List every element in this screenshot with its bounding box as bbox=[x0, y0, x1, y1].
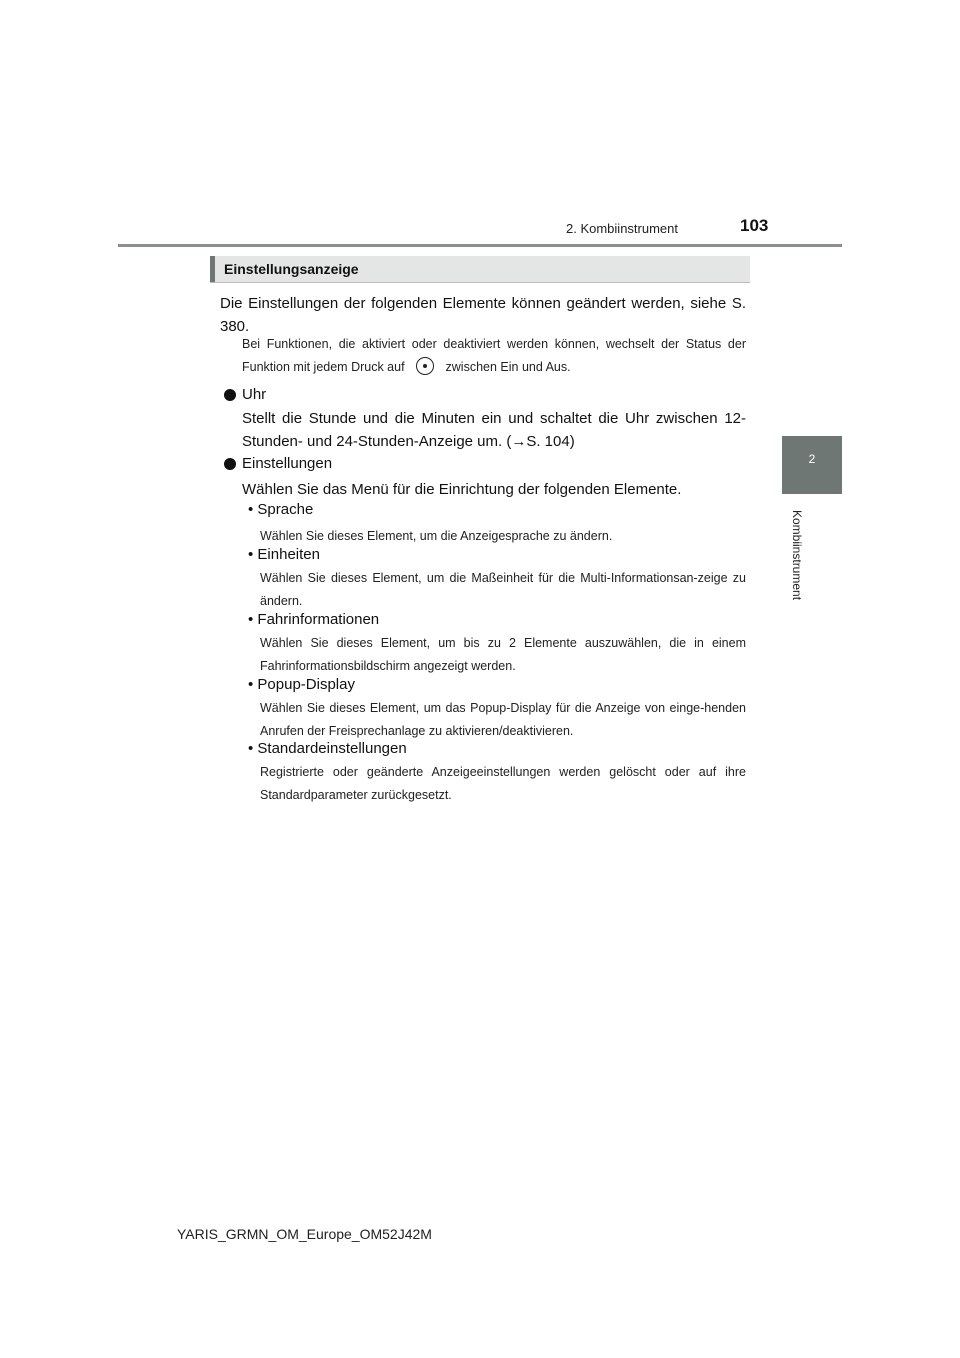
chapter-tab-number: 2 bbox=[808, 452, 816, 466]
section-title: Einstellungsanzeige bbox=[224, 261, 359, 277]
header-section-title: 2. Kombiinstrument bbox=[566, 221, 678, 236]
sub-item-title: • Popup-Display bbox=[248, 676, 355, 693]
sub-item-text: Wählen Sie dieses Element, um die Maßeinheit für die Multi-Informationsan-zeige zu ändern. bbox=[260, 571, 746, 608]
sub-item-title: • Sprache bbox=[248, 501, 314, 518]
sub-item-text: Wählen Sie dieses Element, um bis zu 2 Elemente auszuwählen, die in einem Fahrinformationsbildschirm angezeigt werden. bbox=[260, 636, 746, 673]
footer-document-id: YARIS_GRMN_OM_Europe_OM52J42M bbox=[177, 1226, 432, 1242]
item-title: Uhr bbox=[242, 386, 267, 403]
section-header bbox=[210, 256, 750, 283]
intro-note-before: Bei Funktionen, die aktiviert oder deaktiviert werden können, wechselt der Status der Funktion mit jedem Druck auf bbox=[242, 337, 746, 374]
sub-item-title: • Standardeinstellungen bbox=[248, 740, 407, 757]
item-title: Einstellungen bbox=[242, 455, 333, 472]
sub-item-text: Wählen Sie dieses Element, um das Popup-Display für die Anzeige von einge-henden Anrufen der Freisprechanlage zu aktivieren/deaktivieren. bbox=[260, 701, 746, 738]
item-text: Wählen Sie das Menü für die Einrichtung der folgenden Elemente. bbox=[242, 481, 682, 498]
intro-note-after: zwischen Ein und Aus. bbox=[445, 360, 571, 374]
sub-item-text: Registrierte oder geänderte Anzeigeeinstellungen werden gelöscht oder auf ihre Standardparameter zurückgesetzt. bbox=[260, 765, 746, 802]
intro-note bbox=[242, 333, 746, 379]
control-knob-icon bbox=[416, 357, 434, 375]
filled-circle-bullet-icon bbox=[224, 458, 236, 470]
page-number: 103 bbox=[740, 216, 769, 235]
header-divider bbox=[118, 244, 842, 247]
section-marker bbox=[210, 256, 215, 282]
sub-item-text: Wählen Sie dieses Element, um die Anzeigesprache zu ändern. bbox=[260, 529, 613, 543]
sub-item-title: • Einheiten bbox=[248, 546, 320, 563]
intro-paragraph: Die Einstellungen der folgenden Elemente können geändert werden, siehe S. 380. bbox=[220, 295, 746, 335]
filled-circle-bullet-icon bbox=[224, 389, 236, 401]
item-text: Stellt die Stunde und die Minuten ein und schaltet die Uhr zwischen 12-Stunden- und 24-Stunden-Anzeige um. (→S. 104) bbox=[242, 410, 746, 450]
sub-item-title: • Fahrinformationen bbox=[248, 611, 380, 628]
chapter-tab-label: Kombiinstrument bbox=[790, 510, 804, 601]
